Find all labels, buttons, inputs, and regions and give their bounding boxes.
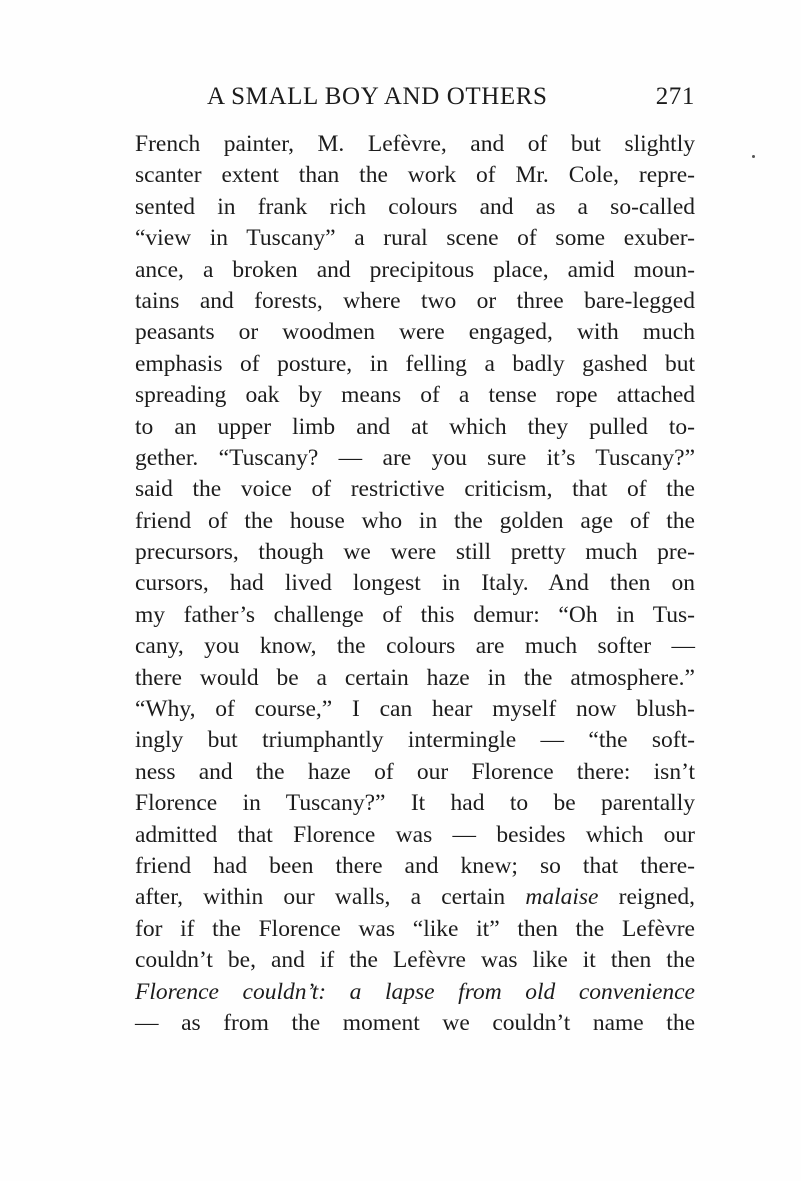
running-title: A SMALL BOY AND OTHERS [207, 83, 548, 110]
text-line-25 [135, 882, 695, 913]
text-line-12: said the voice of restrictive criticism, that of the [135, 476, 695, 503]
text-line-11: gether. “Tuscany? — are you sure it’s Tuscany?” [135, 444, 695, 471]
text-line-19: “Why, of course,” I can hear myself now blush- [135, 696, 695, 723]
text-line-3: sented in frank rich colours and as a so-called [135, 193, 695, 220]
ink-speck [752, 155, 755, 158]
italic-word-malaise: malaise [525, 884, 599, 911]
text-line-10: to an upper limb and at which they pulled to- [135, 413, 695, 440]
text-line-8: emphasis of posture, in felling a badly gashed but [135, 350, 695, 377]
text-line-6: tains and forests, where two or three bare-legged [135, 287, 695, 314]
text-line-17: cany, you know, the colours are much softer — [135, 633, 695, 660]
running-head [207, 83, 695, 115]
text-line-5: ance, a broken and precipitous place, amid moun- [135, 256, 695, 283]
text-line-24: friend had been there and knew; so that there- [135, 852, 695, 879]
text-line-9: spreading oak by means of a tense rope attached [135, 382, 695, 409]
text-line-4: “view in Tuscany” a rural scene of some exuber- [135, 225, 695, 252]
text-line-18: there would be a certain haze in the atmosphere.” [135, 664, 695, 691]
text-line-27: couldn’t be, and if the Lefèvre was like it then the [135, 947, 695, 974]
text-line-23: admitted that Florence was — besides which our [135, 821, 695, 848]
text-line-21: ness and the haze of our Florence there: isn’t [135, 758, 695, 785]
text-line-25-end: reigned, [598, 884, 696, 911]
text-line-20: ingly but triumphantly intermingle — “the soft- [135, 727, 695, 754]
text-line-22: Florence in Tuscany?” It had to be parentally [135, 790, 695, 817]
text-line-15: cursors, had lived longest in Italy. And then on [135, 570, 695, 597]
text-line-14: precursors, though we were still pretty much pre- [135, 539, 695, 566]
text-line-2: scanter extent than the work of Mr. Cole, repre- [135, 162, 695, 189]
page-number: 271 [655, 83, 695, 110]
text-line-7: peasants or woodmen were engaged, with much [135, 319, 695, 346]
text-line-26: for if the Florence was “like it” then the Lefèvre [135, 915, 695, 942]
text-line-25-start: after, within our walls, a certain [135, 884, 526, 911]
text-line-13: friend of the house who in the golden age of the [135, 507, 695, 534]
text-line-29: — as from the moment we couldn’t name the [135, 1009, 695, 1036]
text-line-1: French painter, M. Lefèvre, and of but slightly [135, 131, 695, 157]
text-line-16: my father’s challenge of this demur: “Oh in Tus- [135, 601, 695, 628]
text-line-28: Florence couldn’t: a lapse from old convenience [135, 978, 695, 1005]
body-text [135, 129, 695, 1039]
